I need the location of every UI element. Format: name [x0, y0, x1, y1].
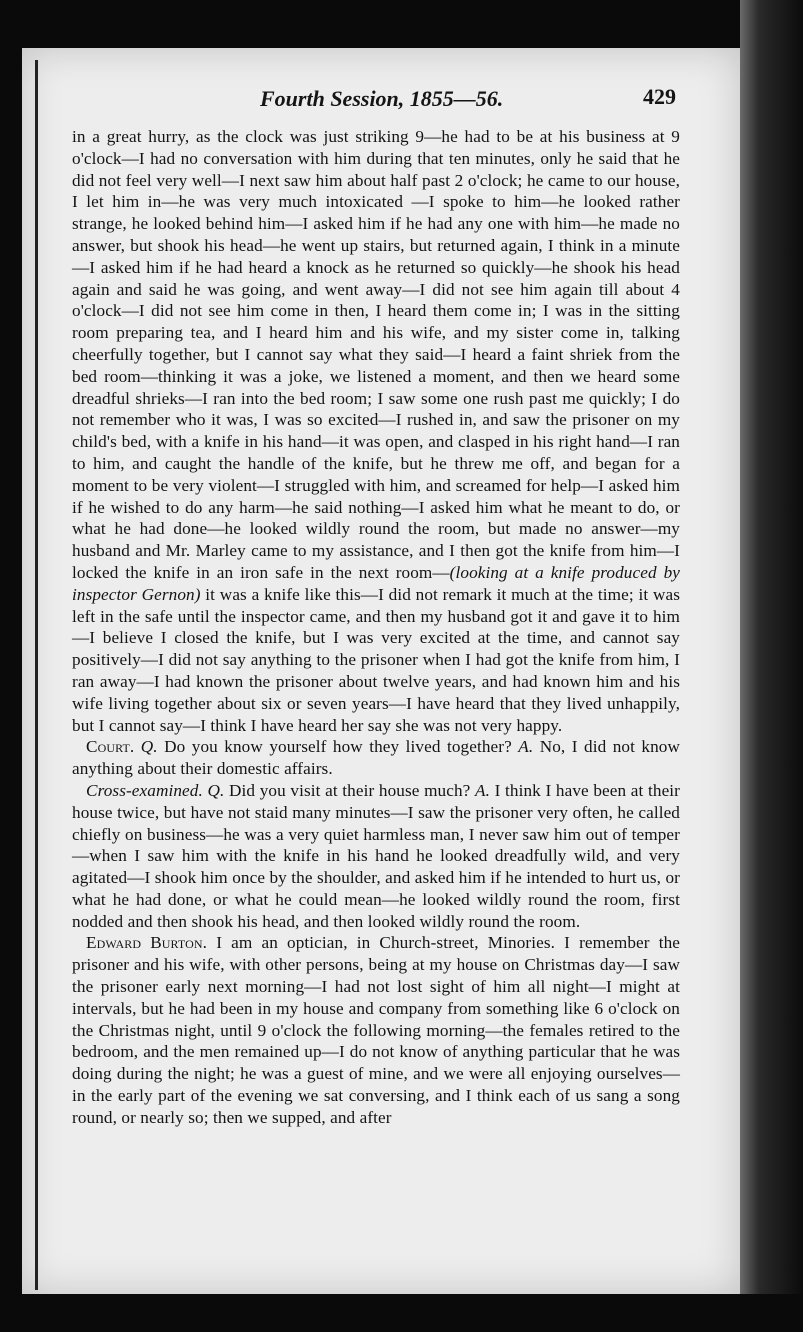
court-question-paragraph: Court. Q. Do you know yourself how they lived together? A. No, I did not know anything about their domestic affairs.: [72, 737, 680, 779]
scan-bottom-border: [0, 1294, 803, 1332]
testimony-paragraph: in a great hurry, as the clock was just striking 9—he had to be at his business at 9 o'clock—I had no conversation with him during that ten minutes, only he said that he did not feel very well—I next saw him about half past 2 o'clock; he came to our house, I let him in—he was very much intoxicated —I spoke to him—he looked rather strange, he looked behind him—I asked him if he had any one with him—he made no answer, but shook his head—he went up stairs, but returned again, I think in a minute—I asked him if he had heard a knock as he returned so quickly—he shook his head again and said he was going, and went away—I did not see him again till about 4 o'clock—I did not see him come in then, I heard them come in; I was in the sitting room preparing tea, and I heard him and his wife, and my sister come in, talking cheerfully together, but I cannot say what they said—I heard a faint shriek from the bed room—thinking it was a joke, we listened a moment, and then we heard some dreadful shrieks—I ran into the bed room; I saw some one rush past me quickly; I do not remember who it was, I was so excited—I rushed in, and saw the prisoner on my child's bed, with a knife in his hand—it was open, and clasped in his right hand—I ran to him, and caught the handle of the knife, but he threw me off, and began for a moment to be very violent—I struggled with him, and screamed for help—I asked him if he wished to do any harm—he said nothing—I asked him what he meant to do, or what he had done—he looked wildly round the room, but made no answer—my husband and Mr. Marley came to my assistance, and I then got the knife from him—I locked the knife in an iron safe in the next room—(looking at a knife produced by inspector Gernon) it was a knife like this—I did not remark it much at the time; it was left in the safe until the inspector came, and then my husband got it and gave it to him—I believe I closed the knife, but I was very excited at the time, and cannot say positively—I did not say anything to the prisoner when I had got the knife from him, I ran away—I had known the prisoner about twelve years, and had known him and his wife living together about six or seven years—I have heard that they lived unhappily, but I cannot say—I think I have heard her say she was not very happy.: [72, 127, 681, 735]
running-head: Fourth Session, 1855—56.: [260, 86, 504, 111]
page-number: 429: [643, 84, 676, 109]
witness-name: Edward Burton.: [86, 933, 208, 953]
page-gutter-shadow: [35, 60, 38, 1290]
page-header: [60, 82, 680, 112]
speaker-label: Court.: [86, 737, 135, 757]
page-body: [72, 126, 680, 1129]
speaker-label: Cross-examined.: [86, 780, 203, 800]
witness-testimony-paragraph: Edward Burton. I am an optician, in Church-street, Minories. I remember the prisoner and his wife, with other persons, being at my house on Christmas day—I saw the prisoner early next morning—I had not lost sight of him all night—I might at intervals, but he had been in my house and company from something like 6 o'clock on the Christmas night, until 9 o'clock the following morning—the females retired to the bedroom, and the men remained up—I do not know of anything particular that he was doing during the night; he was a guest of mine, and we were all enjoying ourselves—in the early part of the evening we sat conversing, and I think each of us sang a song round, or nearly so; then we supped, and after: [72, 933, 680, 1127]
stage-direction: (looking at a knife produced by inspector Gernon): [72, 562, 680, 604]
book-edge: [740, 0, 803, 1332]
scan-top-border: [0, 0, 803, 48]
cross-examination-paragraph: Cross-examined. Q. Did you visit at their house much? A. I think I have been at their house twice, but have not staid many minutes—I saw the prisoner very often, he called chiefly on business—he was a very quiet harmless man, I never saw him out of temper—when I saw him with the knife in his hand he looked dreadfully wild, and very agitated—I shook him once by the shoulder, and asked him if he intended to hurt us, or what he had done, or what he could mean—he looked wildly round the room, first nodded and then shook his head, and then looked wildly round the room.: [72, 780, 680, 931]
